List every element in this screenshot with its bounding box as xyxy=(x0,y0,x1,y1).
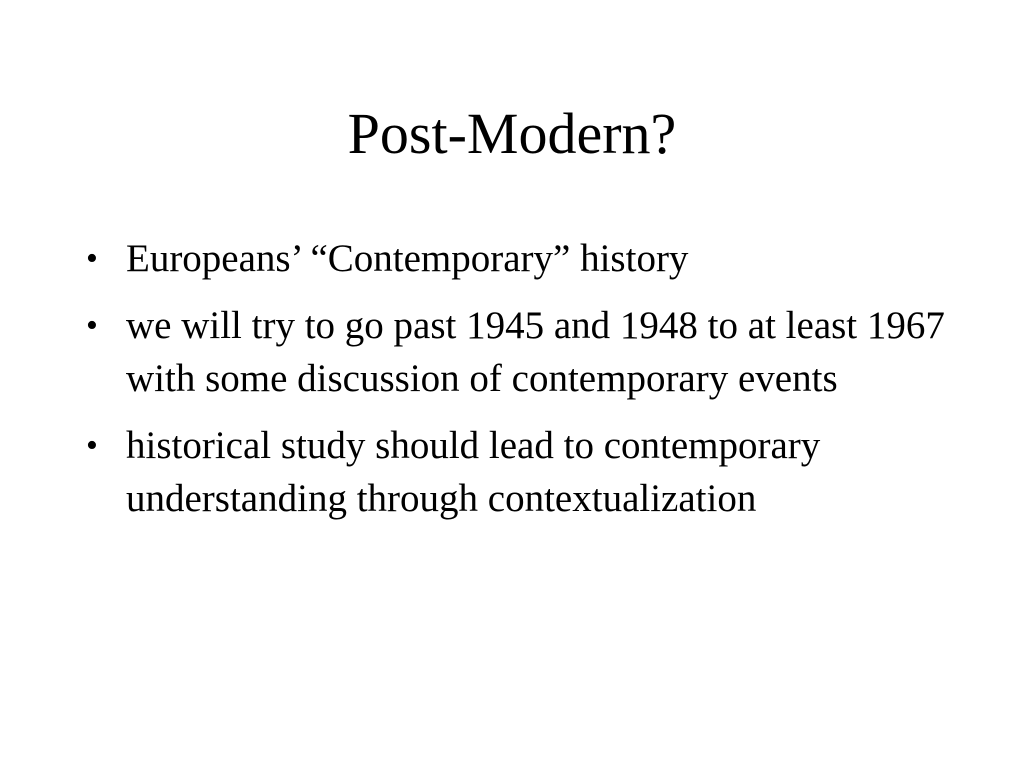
bullet-dot-icon: • xyxy=(86,240,98,277)
bullet-dot-icon: • xyxy=(86,307,98,344)
bullet-list xyxy=(86,232,966,539)
bullet-item xyxy=(86,419,966,525)
slide-title: Post-Modern? xyxy=(347,101,677,166)
bullet-text: we will try to go past 1945 and 1948 to at least 1967 with some discussion of contemporary events xyxy=(126,304,945,400)
bullet-text: historical study should lead to contemporary understanding through contextualization xyxy=(126,424,821,520)
bullet-dot-icon: • xyxy=(86,427,98,464)
bullet-item xyxy=(86,232,966,285)
bullet-item xyxy=(86,299,966,405)
bullet-text: Europeans’ “Contemporary” history xyxy=(126,237,689,280)
